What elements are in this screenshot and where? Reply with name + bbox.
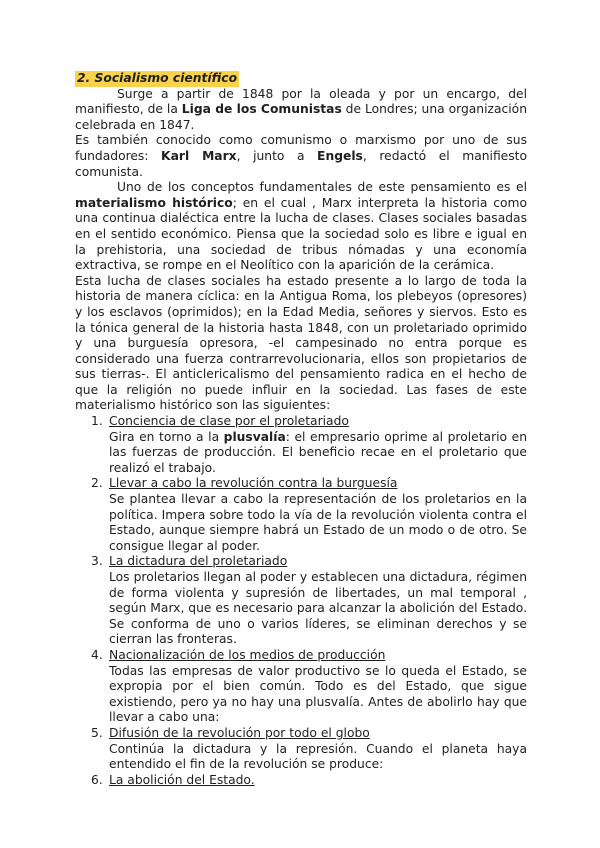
- phase-title: Nacionalización de los medios de producción: [109, 647, 386, 662]
- list-item: [75, 773, 527, 789]
- phase-title: La dictadura del proletariado: [109, 554, 288, 569]
- list-number: 5.: [91, 725, 103, 740]
- paragraph-origin: [75, 87, 527, 134]
- phase-description: [109, 430, 527, 477]
- text-run: Surge a partir de 1848 por la oleada y por un encargo, del manifiesto, de la: [75, 86, 527, 117]
- text-run: , redactó el manifiesto comunista.: [75, 148, 528, 179]
- text-run: Gira en torno a la: [109, 429, 224, 444]
- phase-title: Llevar a cabo la revolución contra la burguesía: [109, 476, 398, 491]
- bold-term: Liga de los Comunistas: [181, 102, 342, 117]
- phase-title: Difusión de la revolución por todo el globo: [109, 725, 370, 740]
- text-run: , junto a: [236, 148, 318, 163]
- list-item: [75, 726, 527, 773]
- bold-term: Engels: [317, 148, 363, 163]
- section-heading: 2. Socialismo científico: [77, 71, 238, 85]
- list-number: 2.: [91, 476, 103, 491]
- list-number: 3.: [91, 554, 103, 569]
- bold-term: Karl Marx: [161, 148, 237, 163]
- phase-description: Continúa la dictadura y la represión. Cuando el planeta haya entendido el fin de la revolución se produce:: [109, 741, 527, 772]
- paragraph-class-struggle: Esta lucha de clases sociales ha estado presente a lo largo de toda la historia de manera cíclica: en la Antigua Roma, los plebeyos (opresores) y los esclavos (oprimidos); en la Edad Media, señores y siervos. Esto es la tónica general de la historia hasta 1848, con un proletariado oprimido y una burguesía opresora, -el campesinado no entra porque es considerado una fuerza contrarrevolucionaria, ellos son propietarios de sus tierras-. El anticlericalismo del pensamiento radica en el hecho de que la religión no puede influir en la sociedad. Las fases de este materialismo histórico son las siguientes:: [75, 273, 527, 413]
- phase-description: Los proletarios llegan al poder y establecen una dictadura, régimen de forma violenta y supresión de libertades, un mal temporal , según Marx, que es necesario para alcanzar la abolición del Estado. Se conforma de uno o varios líderes, se eliminan derechos y se cierran las fronteras.: [109, 570, 527, 647]
- text-run: ; en el cual , Marx interpreta la historia como una continua dialéctica entre la lucha de clases. Clases sociales basadas en el sentido económico. Piensa que la sociedad solo es libre e igual en la prehistoria, una sociedad de tribus nómadas y una economía extractiva, se rompe en el Neolítico con la aparición de la cerámica.: [75, 195, 527, 273]
- list-item: [75, 554, 527, 648]
- paragraph-materialism: [75, 180, 527, 274]
- text-run: Es también conocido como comunismo o marxismo por uno de sus fundadores:: [75, 133, 527, 163]
- text-run: de Londres; una organización celebrada en 1847.: [75, 102, 527, 132]
- phases-list: [75, 414, 527, 788]
- document-page: [75, 71, 527, 788]
- phase-title: La abolición del Estado.: [109, 772, 255, 787]
- phase-description: Todas las empresas de valor productivo se lo queda el Estado, se expropia por el bien común. Todo es del Estado, que sigue existiendo, pero ya no hay una plusvalía. Antes de abolirlo hay que llevar a cabo una:: [109, 663, 527, 725]
- bold-term: plusvalía: [223, 429, 286, 444]
- bold-term: materialismo histórico: [75, 195, 233, 210]
- phase-description: Se plantea llevar a cabo la representación de los proletarios en la política. Impera sobre todo la vía de la revolución violenta contra el Estado, aunque siempre habrá un Estado de un modo o de otro. Se consigue llegar al poder.: [109, 492, 527, 553]
- list-item: [75, 414, 527, 476]
- phase-title: Conciencia de clase por el proletariado: [109, 414, 349, 429]
- text-run: : el empresario oprime al proletario en las fuerzas de producción. El beneficio recae en el proletario que realizó el trabajo.: [109, 429, 527, 475]
- list-number: 6.: [91, 772, 103, 787]
- list-item: [75, 476, 527, 554]
- list-item: [75, 648, 527, 726]
- list-number: 1.: [91, 414, 103, 429]
- list-number: 4.: [91, 647, 103, 662]
- paragraph-founders: [75, 133, 527, 180]
- text-run: Uno de los conceptos fundamentales de este pensamiento es el: [117, 180, 527, 195]
